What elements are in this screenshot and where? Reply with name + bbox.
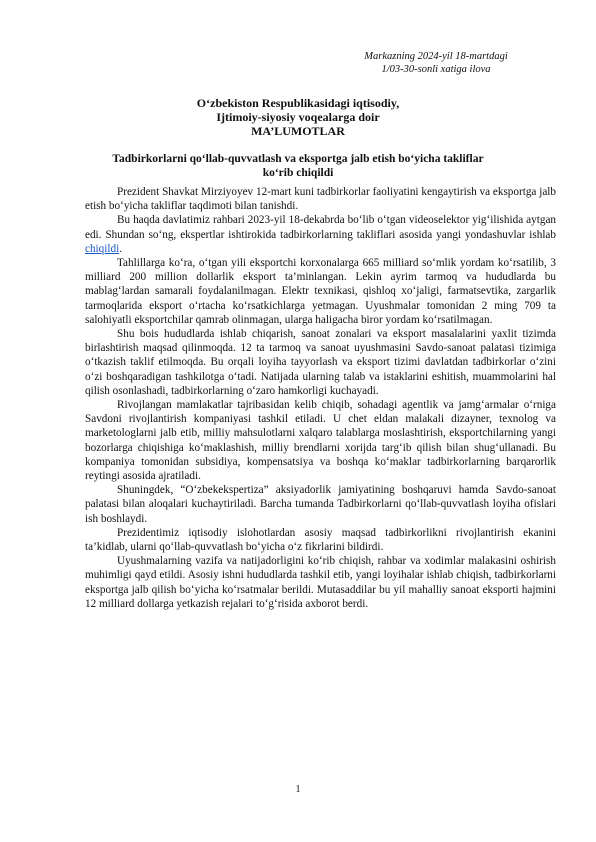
annex-line-2: 1/03-30-sonli xatiga ilova bbox=[381, 64, 491, 75]
document-header bbox=[60, 96, 536, 138]
paragraph-tail: . bbox=[119, 242, 122, 255]
header-line-2: Ijtimoiy-siyosiy voqealarga doir bbox=[216, 110, 380, 124]
header-line-1: O‘zbekiston Respublikasidagi iqtisodiy, bbox=[196, 96, 400, 110]
document-body bbox=[85, 185, 556, 611]
subject-heading bbox=[60, 152, 536, 180]
annex-line-1: Markazning 2024-yil 18-martdagi bbox=[364, 51, 508, 62]
page-number: 1 bbox=[295, 784, 301, 795]
annex-note bbox=[326, 50, 546, 76]
paragraph: Shu bois hududlarda ishlab chiqarish, sanoat zonalari va eksport masalalarini yaxlit tizimda birlashtirish maqsad qilinmoqda. 12 ta tarmoq va sanoat uyushmasini Savdo-sanoat palatasi tizimiga o‘tkazish taklif etilmoqda. Bu orqali loyiha tayyorlash va eksport tizimi davlatdan tadbirkorlar o‘zini o‘zi boshqaradigan tashkilotga o‘tadi. Natijada ularning talab va istaklarini eshitish, muammolarini hal qilish osonlashadi, tadbirkorlarning o‘zaro hamkorligi kuchayadi. bbox=[85, 328, 556, 397]
paragraph: Uyushmalarning vazifa va natijadorligini ko‘rib chiqish, rahbar va xodimlar malakasini oshirish muhimligi qayd etildi. Asosiy ishni hududlarda tashkil etib, yangi loyihalar ishlab chiqish, tadbirkorlarni eksportga jalb qilish bo‘yicha ko‘rsatmalar berildi. Mutasaddilar bu yil mahalliy sanoat eksporti hajmini 12 milliard dollarga yetkazish rejalari to‘g‘risida axborot berdi. bbox=[85, 555, 556, 610]
paragraph: Tahlillarga ko‘ra, o‘tgan yili eksportchi korxonalarga 665 milliard so‘mlik yordam ko‘rsatilib, 3 milliard 200 million dollarlik eksport ta’minlangan. Lekin ayrim tarmoq va hududlarda bu mablag‘lardan samarali foydalanilmagan. Elektr texnikasi, qishloq xo‘jaligi, farmatsevtika, zargarlik tarmoqlarida eksport o‘rtacha ko‘rsatkichlarga yetmagan. Uyushmalar tomonidan 2 ming 709 ta salohiyatli eksportchilar qamrab olinmagan, ularga haligacha biror yordam ko‘rsatilmagan. bbox=[85, 257, 556, 326]
header-title: MA’LUMOTLAR bbox=[251, 124, 345, 138]
paragraph: Prezidentimiz iqtisodiy islohotlardan asosiy maqsad tadbirkorlikni rivojlantirish ekanini ta’kidlab, ularni qo‘llab-quvvatlash bo‘yicha o‘z fikrlarini bildirdi. bbox=[85, 526, 556, 554]
paragraph: Shuningdek, “O‘zbekekspertiza” aksiyadorlik jamiyatining boshqaruvi hamda Savdo-sanoat palatasi bilan aloqalari kuchaytiriladi. Barcha tumanda Tadbirkorlarni qo‘llab-quvvatlash loyiha ofislari ish boshlaydi. bbox=[85, 484, 556, 525]
chiqildi-link[interactable]: chiqildi bbox=[85, 242, 120, 255]
paragraph: Prezident Shavkat Mirziyoyev 12-mart kuni tadbirkorlar faoliyatini kengaytirish va eksportga jalb etish bo‘yicha takliflar taqdimoti bilan tanishdi. bbox=[85, 186, 556, 213]
paragraph bbox=[85, 213, 556, 256]
paragraph-text: Bu haqda davlatimiz rahbari 2023-yil 18-dekabrda bo‘lib o‘tgan videoselektor yig‘ilishida aytgan edi. Shundan so‘ng, ekspertlar ishtirokida tadbirkorlarning takliflari asosida yangi yondashuvlar ishlab bbox=[85, 214, 556, 241]
paragraph: Rivojlangan mamlakatlar tajribasidan kelib chiqib, sohadagi agentlik va jamg‘armalar o‘rniga Savdoni rivojlantirish kompaniyasi tashkil etiladi. U chet eldan malakali dizayner, texnolog va marketologlarni jalb etib, milliy mahsulotlarni xalqaro talablarga moslashtirish, eksportchilarning yangi bozorlarga chiqishiga ko‘maklashish, milliy brendlarni xorijda targ‘ib qilish bilan shug‘ullanadi. Bu kompaniya tomonidan subsidiya, kompensatsiya va boshqa ko‘maklar tadbirkorlarning barqarorlik reytingi asosida ajratiladi. bbox=[85, 399, 556, 483]
subject-line-2: ko‘rib chiqildi bbox=[262, 167, 334, 179]
subject-line-1: Tadbirkorlarni qo‘llab-quvvatlash va eksportga jalb etish bo‘yicha takliflar bbox=[112, 153, 484, 165]
